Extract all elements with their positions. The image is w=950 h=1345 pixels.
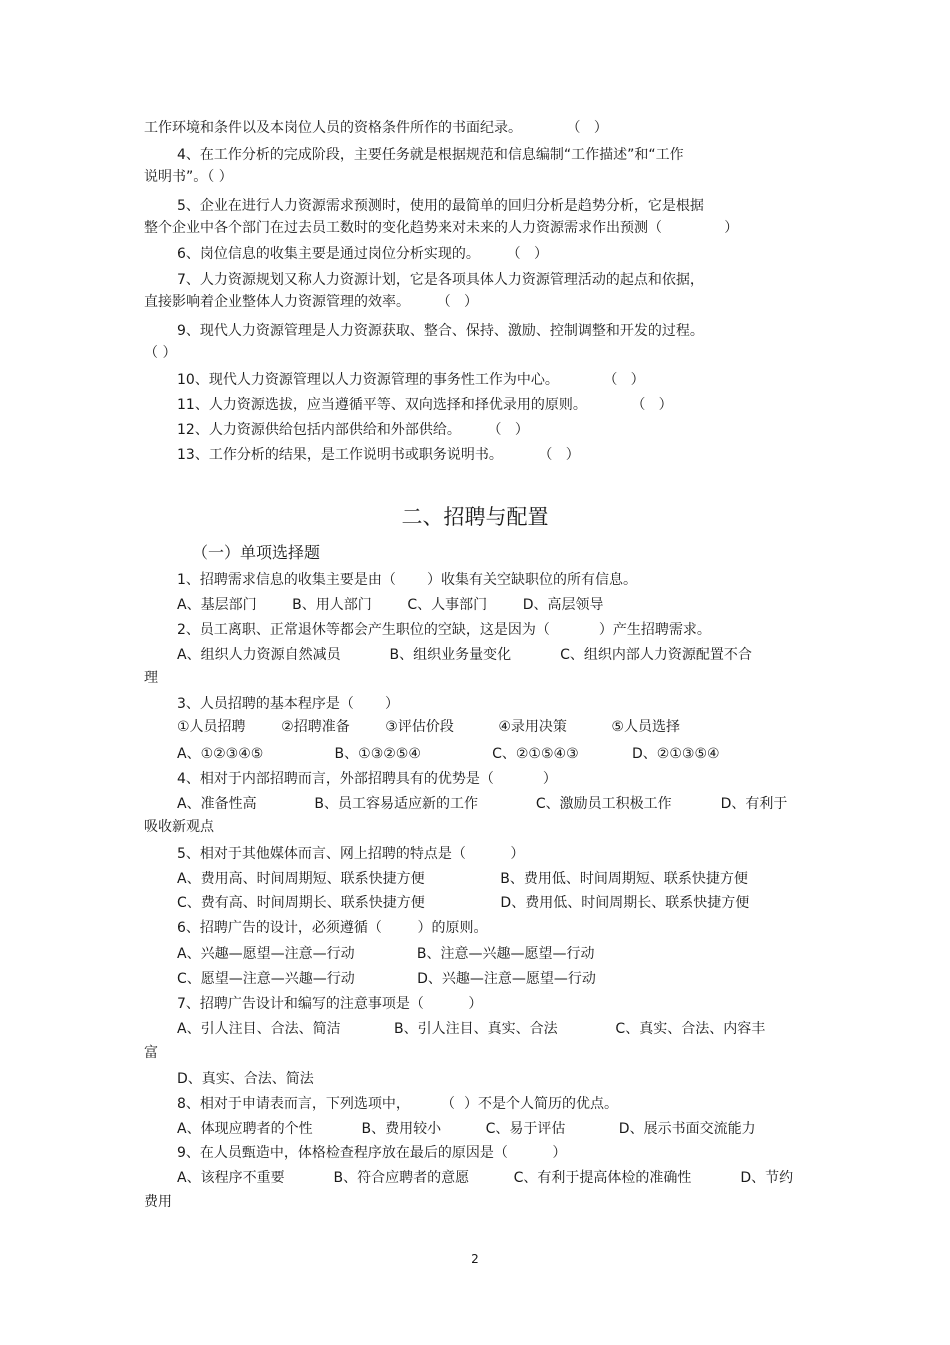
tf-line: 5、企业在进行人力资源需求预测时，使用的最简单的回归分析是趋势分析，它是根据 xyxy=(177,198,704,214)
mcq-line: A、①②③④⑤ B、①③②⑤④ C、②①⑤④③ D、②①③⑤④ xyxy=(177,746,720,762)
mcq-line: 吸收新观点 xyxy=(144,819,214,835)
mcq-line: ①人员招聘 ②招聘准备 ③评估价段 ④录用决策 ⑤人员选择 xyxy=(177,719,680,735)
mcq-line: C、愿望—注意—兴趣—行动 D、兴趣—注意—愿望—行动 xyxy=(177,971,596,987)
mcq-line: 1、招聘需求信息的收集主要是由（ ）收集有关空缺职位的所有信息。 xyxy=(177,572,638,588)
mcq-line: A、基层部门 B、用人部门 C、人事部门 D、高层领导 xyxy=(177,597,604,613)
mcq-line: A、该程序不重要 B、符合应聘者的意愿 C、有利于提高体检的准确性 D、节约 xyxy=(177,1170,794,1186)
tf-line: 说明书”。（ ） xyxy=(144,169,233,185)
tf-line: 工作环境和条件以及本岗位人员的资格条件所作的书面纪录。 （ ） xyxy=(144,120,608,136)
mcq-line: 9、在人员甄造中，体格检查程序放在最后的原因是（ ） xyxy=(177,1145,567,1161)
mcq-line: A、准备性高 B、员工容易适应新的工作 C、激励员工积极工作 D、有利于 xyxy=(177,796,788,812)
mcq-line: 5、相对于其他媒体而言、网上招聘的特点是（ ） xyxy=(177,846,525,862)
tf-line: （ ） xyxy=(144,345,177,361)
mcq-line: A、体现应聘者的个性 B、费用较小 C、易于评估 D、展示书面交流能力 xyxy=(177,1121,756,1137)
tf-line: 13、工作分析的结果，是工作说明书或职务说明书。 （ ） xyxy=(177,447,580,463)
tf-line: 直接影响着企业整体人力资源管理的效率。 （ ） xyxy=(144,294,479,310)
section-title: 二、招聘与配置 xyxy=(401,505,549,529)
tf-line: 9、现代人力资源管理是人力资源获取、整合、保持、激励、控制调整和开发的过程。 xyxy=(177,323,704,339)
mcq-line: D、真实、合法、简法 xyxy=(177,1071,314,1087)
mcq-line: A、费用高、时间周期短、联系快捷方便 B、费用低、时间周期短、联系快捷方便 xyxy=(177,871,748,887)
tf-line: 12、人力资源供给包括内部供给和外部供给。 （ ） xyxy=(177,422,529,438)
mcq-line: 3、人员招聘的基本程序是（ ） xyxy=(177,696,400,712)
tf-line: 整个企业中各个部门在过去员工数时的变化趋势来对未来的人力资源需求作出预测（ ） xyxy=(144,220,739,236)
mcq-line: 费用 xyxy=(144,1194,172,1210)
tf-line: 6、岗位信息的收集主要是通过岗位分析实现的。 （ ） xyxy=(177,246,548,262)
mcq-line: A、组织人力资源自然减员 B、组织业务量变化 C、组织内部人力资源配置不合 xyxy=(177,647,752,663)
tf-line: 7、人力资源规划又称人力资源计划，它是各项具体人力资源管理活动的起点和依据， xyxy=(177,272,704,288)
mcq-line: A、引人注目、合法、简洁 B、引人注目、真实、合法 C、真实、合法、内容丰 xyxy=(177,1021,766,1037)
subsection-title: （一）单项选择题 xyxy=(192,543,321,562)
mcq-line: 7、招聘广告设计和编写的注意事项是（ ） xyxy=(177,996,483,1012)
mcq-line: 8、相对于申请表而言，下列选项中， （ ）不是个人简历的优点。 xyxy=(177,1096,618,1112)
mcq-line: 2、员工离职、正常退休等都会产生职位的空缺，这是因为（ ）产生招聘需求。 xyxy=(177,622,711,638)
mcq-line: 6、招聘广告的设计，必须遵循（ ）的原则。 xyxy=(177,920,488,936)
tf-line: 11、人力资源选拔，应当遵循平等、双向选择和择优录用的原则。 （ ） xyxy=(177,397,673,413)
tf-line: 10、现代人力资源管理以人力资源管理的事务性工作为中心。 （ ） xyxy=(177,372,645,388)
page-number: 2 xyxy=(471,1252,479,1266)
mcq-line: C、费有高、时间周期长、联系快捷方便 D、费用低、时间周期长、联系快捷方便 xyxy=(177,895,750,911)
mcq-line: 富 xyxy=(144,1045,158,1061)
tf-line: 4、在工作分析的完成阶段，主要任务就是根据规范和信息编制“工作描述”和“工作 xyxy=(177,147,684,163)
mcq-line: 理 xyxy=(144,670,158,686)
mcq-line: A、兴趣—愿望—注意—行动 B、注意—兴趣—愿望—行动 xyxy=(177,946,595,962)
mcq-line: 4、相对于内部招聘而言，外部招聘具有的优势是（ ） xyxy=(177,771,557,787)
